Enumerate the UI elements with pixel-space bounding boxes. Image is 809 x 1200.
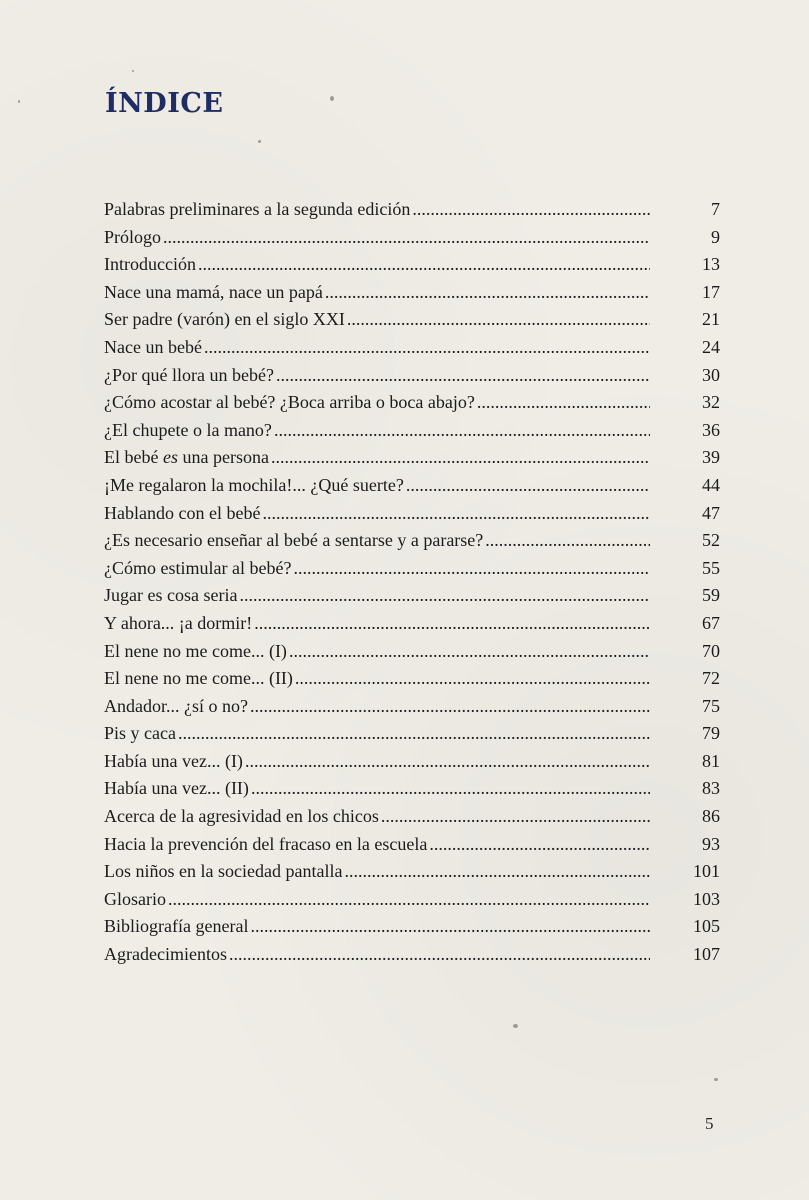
toc-entry [104,199,720,227]
toc-entry-title [104,447,269,468]
toc-entry [104,613,720,641]
dot-leader [274,420,650,441]
toc-entry [104,365,720,393]
paper-speck [714,1078,718,1081]
toc-entry [104,254,720,282]
toc-entry-title-text: Glosario [104,888,166,909]
toc-entry-title [104,613,252,634]
toc-entry-title [104,420,272,441]
toc-entry-title [104,254,196,275]
toc-entry-title [104,641,287,662]
toc-entry-title [104,723,176,744]
toc-entry [104,834,720,862]
toc-entry-title-italic: es [162,447,178,468]
toc-entry-title [104,199,410,220]
toc-entry-title [104,944,227,965]
toc-entry-title [104,530,483,551]
toc-entry-title [104,365,274,386]
dot-leader [485,530,650,551]
toc-entry [104,778,720,806]
toc-entry [104,420,720,448]
toc-entry-title-text: Hacia la prevención del fracaso en la escuela [104,833,428,854]
toc-entry-page: 75 [702,695,720,716]
toc-entry-title-text: Hablando con el bebé [104,502,261,523]
toc-entry-page: 21 [702,309,720,330]
dot-leader [477,392,650,413]
toc-entry [104,696,720,724]
toc-entry [104,751,720,779]
toc-entry-page: 83 [702,778,720,799]
dot-leader [381,806,650,827]
toc-entry-title-text: ¿Cómo acostar al bebé? ¿Boca arriba o boca abajo? [104,392,475,413]
toc-entry-page: 55 [702,557,720,578]
toc-entry-title [104,392,475,413]
paper-speck [258,140,261,143]
dot-leader [293,558,650,579]
toc-entry [104,668,720,696]
dot-leader [178,723,650,744]
toc-entry-title [104,227,161,248]
toc-entry [104,723,720,751]
toc-entry-title-text: Había una vez... (II) [104,778,249,799]
toc-entry [104,641,720,669]
toc-entry [104,282,720,310]
toc-entry-title [104,558,291,579]
toc-entry-page: 67 [702,612,720,633]
toc-entry [104,944,720,972]
dot-leader [271,447,650,468]
paper-speck [132,70,134,72]
dot-leader [239,585,650,606]
toc-entry-title [104,309,345,330]
toc-entry-title-text: ¿Cómo estimular al bebé? [104,557,292,578]
dot-leader [254,613,650,634]
toc-entry-page: 44 [702,474,720,495]
toc-entry-page: 79 [702,723,720,744]
toc-entry-title-text: Los niños en la sociedad pantalla [104,861,343,882]
toc-entry-title-text: Palabras preliminares a la segunda edición [104,199,411,219]
dot-leader [325,282,650,303]
dot-leader [163,227,650,248]
page-number: 5 [705,1114,714,1133]
toc-entry-title [104,751,243,772]
toc-entry-title-text: El nene no me come... (II) [104,668,293,689]
dot-leader [276,365,650,386]
toc-entry-page: 103 [693,888,720,909]
toc-entry-page: 24 [702,336,720,357]
toc-entry [104,861,720,889]
dot-leader [251,778,650,799]
paper-speck [18,100,20,103]
toc-entry-title-text: Y ahora... ¡a dormir! [104,612,253,633]
toc-entry-title-text: Andador... ¿sí o no? [104,695,248,716]
toc-entry-page: 9 [711,226,720,247]
toc-entry-title-text: una persona [177,447,269,468]
toc-entry-page: 17 [702,281,720,302]
toc-entry-page: 105 [693,916,720,937]
toc-entry-title-text: Ser padre (varón) en el siglo XXI [104,309,345,330]
dot-leader [262,503,650,524]
dot-leader [229,944,650,965]
toc-entry [104,503,720,531]
paper-speck [330,96,334,101]
toc-entry-page: 13 [702,254,720,275]
dot-leader [250,696,650,717]
toc-entry-title [104,916,248,937]
toc-entry-title [104,696,248,717]
toc-entry [104,916,720,944]
dot-leader [289,641,650,662]
toc-entry-title [104,889,166,910]
toc-entry-title [104,475,404,496]
toc-entry-title-text: Introducción [104,254,196,275]
toc-entry-title-text: Jugar es cosa seria [104,585,238,606]
toc-entry-page: 72 [702,668,720,689]
toc-entry-title-text: Prólogo [104,226,162,247]
toc-entry [104,889,720,917]
paper-speck [513,1024,518,1028]
toc-entry-title-text: Nace un bebé [104,336,202,357]
toc-entry-title [104,585,237,606]
toc-entry-page: 107 [693,944,720,965]
toc-entry-title-text: Acerca de la agresividad en los chicos [104,806,379,827]
toc-entry-title-text: ¡Me regalaron la mochila!... ¿Qué suerte? [104,474,404,495]
toc-entry-page: 101 [693,861,720,882]
toc-entry-title [104,668,293,689]
toc-entry [104,309,720,337]
toc-entry-title [104,282,323,303]
toc-entry [104,475,720,503]
toc-entry-title-text: ¿Por qué llora un bebé? [104,364,274,385]
toc-entry-title-text: ¿Es necesario enseñar al bebé a sentarse y a pararse? [104,530,484,551]
dot-leader [412,199,650,220]
dot-leader [204,337,650,358]
dot-leader [245,751,650,772]
toc-entry-page: 7 [711,199,720,219]
table-of-contents [104,199,720,972]
toc-entry-title [104,503,260,524]
toc-entry-title-text: Bibliografía general [104,916,249,937]
toc-entry [104,558,720,586]
toc-entry-page: 47 [702,502,720,523]
dot-leader [168,889,650,910]
page-title: ÍNDICE [105,88,224,119]
toc-entry-title [104,778,249,799]
toc-entry [104,227,720,255]
toc-entry [104,806,720,834]
toc-entry-title-text: El nene no me come... (I) [104,640,287,661]
dot-leader [198,254,650,275]
toc-entry-title-text: ¿El chupete o la mano? [104,419,272,440]
toc-entry-title-text: Había una vez... (I) [104,750,243,771]
toc-entry [104,447,720,475]
toc-entry-title-text: Nace una mamá, nace un papá [104,281,323,302]
dot-leader [344,861,650,882]
dot-leader [406,475,650,496]
toc-entry-page: 70 [702,640,720,661]
toc-entry-page: 36 [702,419,720,440]
toc-entry-page: 93 [702,833,720,854]
toc-entry-page: 81 [702,750,720,771]
toc-entry-page: 52 [702,530,720,551]
dot-leader [295,668,650,689]
toc-entry-title [104,337,202,358]
toc-entry-title-text: Pis y caca [104,723,176,744]
toc-entry-page: 32 [702,392,720,413]
toc-entry-title [104,861,342,882]
toc-entry-title-text: Agradecimientos [104,944,227,965]
dot-leader [429,834,650,855]
dot-leader [250,916,650,937]
toc-entry [104,530,720,558]
toc-entry-title [104,834,427,855]
toc-entry [104,585,720,613]
toc-entry-title-text: El bebé [104,447,163,468]
toc-entry-page: 86 [702,806,720,827]
dot-leader [347,309,650,330]
toc-entry-page: 59 [702,585,720,606]
toc-entry [104,392,720,420]
toc-entry-page: 30 [702,364,720,385]
toc-entry-page: 39 [702,447,720,468]
toc-entry [104,337,720,365]
toc-entry-title [104,806,379,827]
